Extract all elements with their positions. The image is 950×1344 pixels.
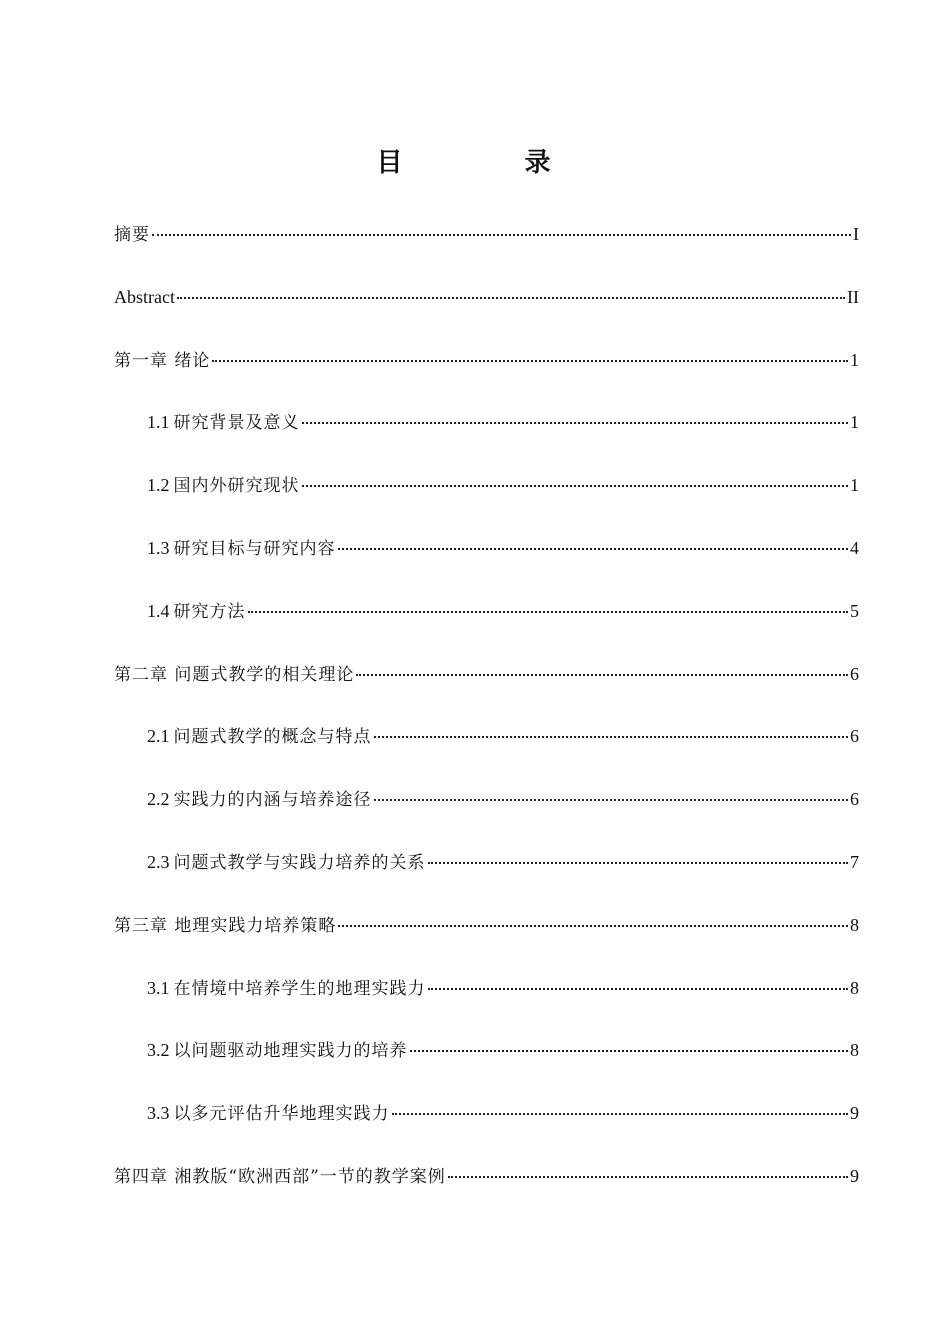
- section-number: 3.2: [147, 1040, 170, 1061]
- section-title: 研究方法: [173, 601, 246, 622]
- section-title: 国内外研究现状: [173, 476, 300, 497]
- toc-entry[interactable]: [114, 850, 859, 913]
- page-number: 9: [850, 1103, 859, 1124]
- section-title: 以问题驱动地理实践力的培养: [173, 1041, 408, 1062]
- toc-entry[interactable]: [114, 662, 859, 725]
- toc-entry[interactable]: [114, 473, 859, 536]
- dot-leader: [302, 485, 849, 487]
- page-number: I: [853, 224, 859, 244]
- dot-leader: [212, 360, 848, 362]
- dot-leader: [374, 799, 849, 801]
- toc-entry-label: [114, 285, 175, 310]
- dot-leader: [302, 422, 849, 424]
- dot-leader: [410, 1050, 849, 1052]
- page-number: 6: [850, 789, 859, 810]
- dot-leader: [177, 297, 845, 299]
- page-number: 1: [850, 412, 859, 433]
- page-number: 8: [850, 1040, 859, 1061]
- toc-entry-label: [147, 473, 300, 498]
- toc-entry[interactable]: [114, 976, 859, 1039]
- toc-entry-label: [147, 976, 426, 1001]
- page-number: II: [847, 286, 859, 307]
- section-number: 3.1: [147, 977, 170, 998]
- toc-entry-label: [114, 1165, 446, 1189]
- toc-entry[interactable]: [114, 1038, 859, 1101]
- section-number: 2.3: [147, 851, 170, 872]
- section-title: 第二章 问题式教学的相关理论: [114, 664, 355, 685]
- toc-entry-label: [147, 536, 336, 561]
- toc-entry[interactable]: [114, 285, 859, 348]
- dot-leader: [428, 988, 849, 990]
- toc-entry-label: [147, 724, 372, 749]
- section-title: 第四章 湘教版“欧洲西部”一节的教学案例: [114, 1166, 446, 1187]
- section-number: 3.3: [147, 1103, 170, 1124]
- section-title: 问题式教学与实践力培养的关系: [173, 852, 426, 873]
- page-number: 8: [850, 914, 859, 935]
- toc-entry[interactable]: [114, 410, 859, 473]
- toc-entry[interactable]: [114, 1101, 859, 1164]
- toc-entry-label: [114, 663, 354, 687]
- section-title: 摘要: [114, 225, 150, 245]
- toc-entry-label: [147, 1101, 390, 1126]
- section-number: 2.2: [147, 789, 170, 810]
- toc-entry-label: [114, 914, 336, 938]
- section-title: 以多元评估升华地理实践力: [173, 1104, 390, 1125]
- page-number: 6: [850, 726, 859, 747]
- toc-entry[interactable]: [114, 913, 859, 976]
- toc-entry[interactable]: [114, 787, 859, 850]
- section-title: 问题式教学的概念与特点: [173, 727, 372, 748]
- dot-leader: [338, 548, 849, 550]
- toc-entry-label: [147, 1038, 408, 1063]
- toc-entry-label: [114, 223, 150, 247]
- toc-entry[interactable]: [114, 348, 859, 411]
- page-number: 4: [850, 537, 859, 558]
- toc-entry-label: [114, 349, 210, 373]
- page-number: 7: [850, 851, 859, 872]
- toc-entry[interactable]: [114, 222, 859, 285]
- toc-list: [114, 222, 859, 1227]
- section-title: 研究目标与研究内容: [173, 538, 336, 559]
- section-number: 2.1: [147, 726, 170, 747]
- page-number: 5: [850, 600, 859, 621]
- page-number: 6: [850, 663, 859, 684]
- toc-entry[interactable]: [114, 599, 859, 662]
- toc-title: 目 录: [376, 148, 599, 178]
- toc-entry-label: [147, 850, 426, 875]
- dot-leader: [356, 674, 848, 676]
- dot-leader: [392, 1113, 849, 1115]
- page-number: 9: [850, 1165, 859, 1186]
- toc-entry-label: [147, 599, 246, 624]
- dot-leader: [338, 925, 848, 927]
- page-number: 1: [850, 349, 859, 370]
- dot-leader: [152, 234, 851, 236]
- dot-leader: [374, 736, 849, 738]
- page-number: 8: [850, 977, 859, 998]
- dot-leader: [448, 1176, 848, 1178]
- section-number: 1.2: [147, 475, 170, 496]
- section-title: 研究背景及意义: [173, 413, 300, 434]
- toc-entry-label: [147, 410, 300, 435]
- section-title: 第一章 绪论: [114, 350, 211, 371]
- toc-entry[interactable]: [114, 724, 859, 787]
- section-number: 1.1: [147, 412, 170, 433]
- section-title: 在情境中培养学生的地理实践力: [173, 978, 426, 999]
- toc-entry[interactable]: [114, 1164, 859, 1227]
- section-title: Abstract: [114, 286, 175, 307]
- section-number: 1.4: [147, 600, 170, 621]
- toc-entry[interactable]: [114, 536, 859, 599]
- section-title: 实践力的内涵与培养途径: [173, 790, 372, 811]
- section-title: 第三章 地理实践力培养策略: [114, 915, 337, 936]
- toc-entry-label: [147, 787, 372, 812]
- section-number: 1.3: [147, 537, 170, 558]
- dot-leader: [248, 611, 849, 613]
- dot-leader: [428, 862, 849, 864]
- page-number: 1: [850, 475, 859, 496]
